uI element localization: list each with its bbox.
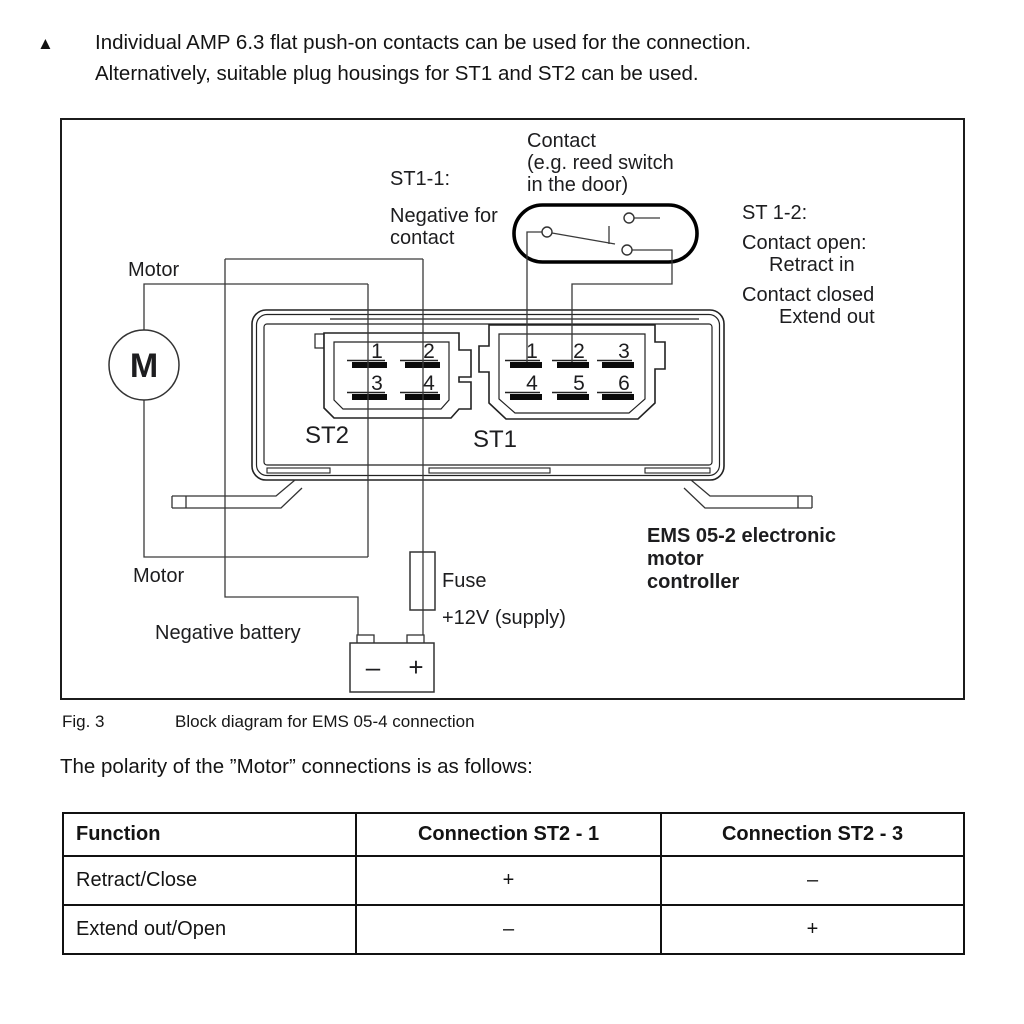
st1-2-open-result: Retract in xyxy=(769,254,855,276)
st1-pin-5-number: 5 xyxy=(573,372,585,395)
figure-number: Fig. 3 xyxy=(62,712,105,731)
polarity-table-wrap xyxy=(62,812,965,955)
cell-function-extend: Extend out/Open xyxy=(63,905,356,954)
header-function: Function xyxy=(63,813,356,856)
st1-2-title: ST 1-2: xyxy=(742,202,808,224)
table-row xyxy=(63,856,964,905)
st1-label: ST1 xyxy=(473,426,518,453)
note-line-2: Alternatively, suitable plug housings for ST1 and ST2 can be used. xyxy=(95,62,699,85)
motor-letter: M xyxy=(129,347,159,385)
st2-pin-4-number: 4 xyxy=(423,372,435,395)
table-row xyxy=(63,905,964,954)
negative-battery-label: Negative battery xyxy=(155,622,301,644)
contact-label-line2: (e.g. reed switch xyxy=(527,152,674,174)
ems-label-line3: controller xyxy=(647,571,740,593)
figure-3-block-diagram xyxy=(60,118,965,700)
st1-pin-2-number: 2 xyxy=(573,340,585,363)
cell-retract-st2-1: + xyxy=(356,856,661,905)
st2-pin-3-number: 3 xyxy=(371,372,383,395)
cell-retract-st2-3: – xyxy=(661,856,964,905)
motor-symbol xyxy=(109,330,179,400)
st1-2-closed-result: Extend out xyxy=(779,306,875,328)
header-connection-st2-3: Connection ST2 - 3 xyxy=(661,813,964,856)
note-triangle-icon: ▲ xyxy=(37,34,54,53)
figure-caption: Block diagram for EMS 05-4 connection xyxy=(175,712,475,731)
header-connection-st2-1: Connection ST2 - 1 xyxy=(356,813,661,856)
st2-label: ST2 xyxy=(305,422,350,449)
st2-pin-2-number: 2 xyxy=(423,340,435,363)
polarity-paragraph: The polarity of the ”Motor” connections is as follows: xyxy=(60,755,533,778)
cell-extend-st2-3: + xyxy=(661,905,964,954)
note-line-1: Individual AMP 6.3 flat push-on contacts can be used for the connection. xyxy=(95,31,752,54)
st1-pin-4-number: 4 xyxy=(526,372,538,395)
fuse-label: Fuse xyxy=(442,570,487,592)
ems-label-line2: motor xyxy=(647,548,704,570)
motor-bottom-label: Motor xyxy=(133,565,185,587)
mounting-flanges xyxy=(172,480,812,508)
st1-pin-1-number: 1 xyxy=(526,340,538,363)
contact-label-line3: in the door) xyxy=(527,174,629,196)
battery-symbol xyxy=(350,635,434,692)
st2-connector xyxy=(315,333,471,418)
st1-2-open: Contact open: xyxy=(742,232,867,254)
cell-extend-st2-1: – xyxy=(356,905,661,954)
contact-label-line1: Contact xyxy=(527,130,596,152)
st1-1-line2: contact xyxy=(390,227,455,249)
cell-function-retract: Retract/Close xyxy=(63,856,356,905)
polarity-table xyxy=(62,812,965,955)
st1-2-closed: Contact closed xyxy=(742,284,875,306)
st1-pin-3-number: 3 xyxy=(618,340,630,363)
motor-top-label: Motor xyxy=(128,259,180,281)
st2-pin-1-number: 1 xyxy=(371,340,383,363)
reed-switch-oval xyxy=(514,205,697,262)
st1-1-title: ST1-1: xyxy=(390,168,451,190)
ems-label-line1: EMS 05-2 electronic xyxy=(647,525,836,547)
table-header-row xyxy=(63,813,964,856)
battery-plus-sign: + xyxy=(408,652,424,682)
supply-label: +12V (supply) xyxy=(442,607,566,629)
st1-pin-6-number: 6 xyxy=(618,372,630,395)
st1-1-line1: Negative for xyxy=(390,205,498,227)
battery-minus-sign: – xyxy=(365,652,381,682)
